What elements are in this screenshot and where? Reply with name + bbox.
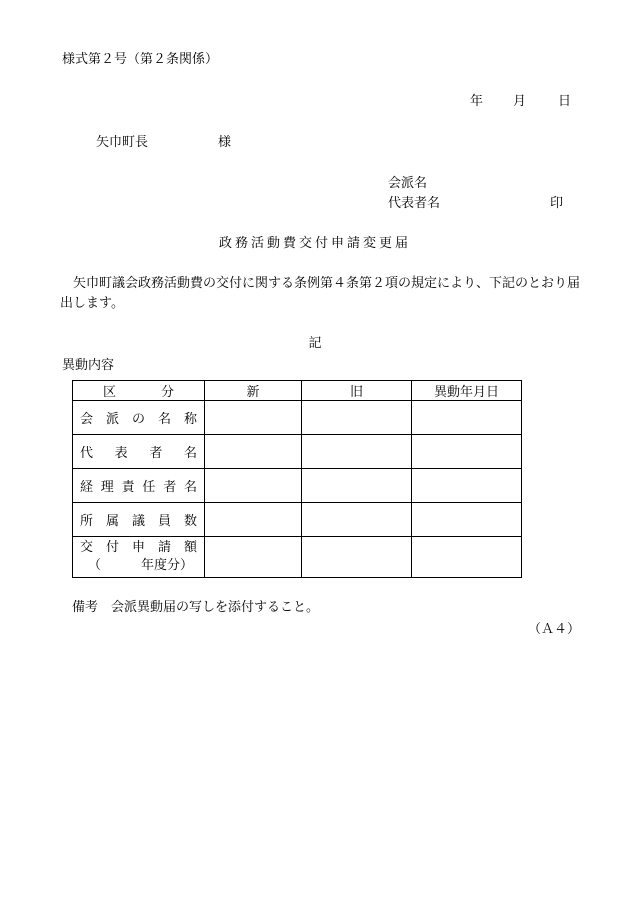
- cell-old[interactable]: [302, 401, 412, 435]
- table-row: [73, 435, 522, 469]
- cell-new[interactable]: [205, 537, 302, 578]
- fiscal-year-label: （ 年度分）: [88, 558, 193, 573]
- form-number: 様式第２号（第２条関係）: [62, 52, 219, 67]
- row-label-cell: [73, 435, 205, 469]
- body-text: 矢巾町議会政務活動費の交付に関する条例第４条第２項の規定により、下記のとおり届出します。: [60, 276, 581, 311]
- date-month: 月: [513, 94, 527, 109]
- cell-old[interactable]: [302, 537, 412, 578]
- cell-old[interactable]: [302, 503, 412, 537]
- cell-change-date[interactable]: [412, 537, 522, 578]
- date-line: [470, 94, 571, 110]
- document-title: 政務活動費交付申請変更届: [218, 236, 411, 251]
- recipient-name: 矢巾町長: [96, 135, 149, 150]
- cell-old[interactable]: [302, 435, 412, 469]
- cell-change-date[interactable]: [412, 401, 522, 435]
- row-label: 経 理 責 任 者 名: [80, 480, 197, 495]
- remarks-note: 備考 会派異動届の写しを添付すること。: [72, 600, 320, 615]
- row-label-cell: [73, 503, 205, 537]
- faction-label: 会派名: [388, 176, 428, 191]
- representative-label: 代表者名: [388, 196, 441, 211]
- ki-heading: 記: [308, 336, 322, 351]
- row-label-main: 交 付 申 請 額: [80, 540, 197, 555]
- recipient: [96, 135, 232, 151]
- table-row: [73, 537, 522, 578]
- cell-change-date[interactable]: [412, 503, 522, 537]
- header-category-label: [73, 381, 204, 400]
- row-label-cell: [73, 469, 205, 503]
- row-label: 代 表 者 名: [80, 446, 197, 461]
- table-row: [73, 469, 522, 503]
- table-row: [73, 401, 522, 435]
- paper-size: （Ａ４）: [528, 622, 581, 637]
- date-day: 日: [558, 94, 572, 109]
- cell-change-date[interactable]: [412, 469, 522, 503]
- row-label: [73, 537, 204, 577]
- seal-mark: 印: [550, 196, 564, 211]
- row-label: 会 派 の 名 称: [80, 412, 197, 427]
- cell-new[interactable]: [205, 503, 302, 537]
- header-new: 新: [205, 381, 302, 401]
- header-old: 旧: [302, 381, 412, 401]
- header-char: 区: [103, 385, 117, 400]
- table-row: [73, 503, 522, 537]
- header-category: [73, 381, 205, 401]
- cell-old[interactable]: [302, 469, 412, 503]
- recipient-honorific: 様: [218, 135, 232, 150]
- row-label-cell: [73, 401, 205, 435]
- header-change-date: 異動年月日: [412, 381, 522, 401]
- table-header-row: [73, 381, 522, 401]
- content-label: 異動内容: [62, 358, 115, 373]
- header-char: 分: [160, 385, 174, 400]
- cell-new[interactable]: [205, 469, 302, 503]
- date-year: 年: [470, 94, 484, 109]
- change-table: [72, 380, 522, 578]
- cell-new[interactable]: [205, 401, 302, 435]
- row-label: 所 属 議 員 数: [80, 514, 197, 529]
- cell-change-date[interactable]: [412, 435, 522, 469]
- row-label-cell: [73, 537, 205, 578]
- cell-new[interactable]: [205, 435, 302, 469]
